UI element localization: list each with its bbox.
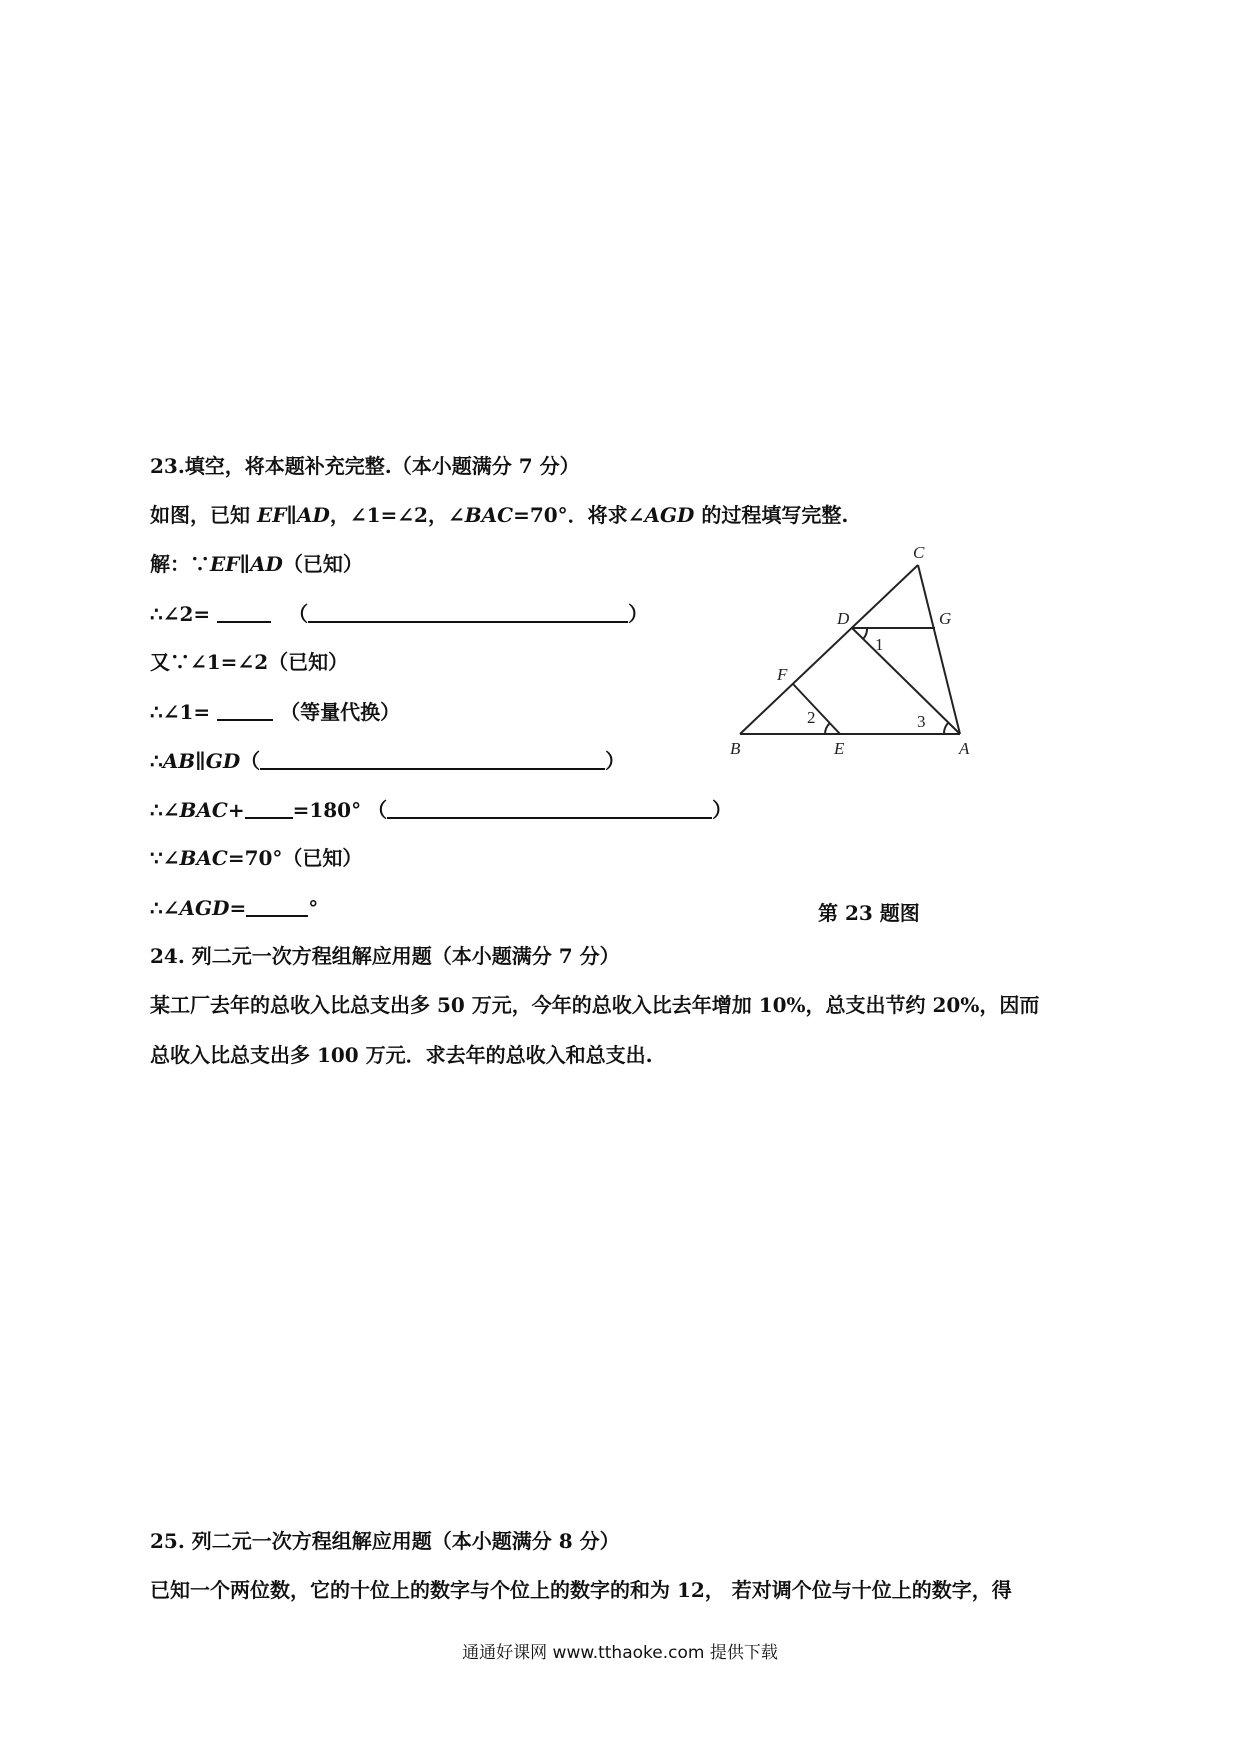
answer-blank-angle-sum[interactable] [245,795,293,819]
answer-blank-angle2[interactable] [217,599,271,623]
segment-ca [918,565,960,734]
angle2-arc [825,723,830,734]
reason-blank-step6[interactable] [387,795,712,819]
label-b: B [730,739,741,758]
q23-step5: ∴AB∥GD（ ） [150,746,625,775]
label-a: A [959,739,970,758]
label-f: F [777,665,788,684]
label-e: E [834,739,845,758]
label-angle2: 2 [807,708,816,727]
triangle-figure [725,540,985,770]
q24-body-line2: 总收入比总支出多 100 万元．求去年的总收入和总支出. [150,1043,653,1067]
q23-step6: ∴∠BAC+ =180° （ ） [150,795,732,824]
page-footer: 通通好课网 www.tthaoke.com 提供下载 [462,1643,778,1663]
segment-fe [793,684,840,734]
label-angle3: 3 [917,712,926,731]
answer-blank-agd[interactable] [246,893,308,917]
q23-given: 如图，已知 EF∥AD，∠1=∠2，∠BAC=70°．将求∠AGD 的过程填写完整. [150,503,849,527]
label-g: G [939,609,952,628]
q23-step7: ∵∠BAC=70°（已知） [150,846,363,870]
segment-da [852,628,960,734]
answer-blank-angle1[interactable] [217,697,273,721]
q24-title: 24. 列二元一次方程组解应用题（本小题满分 7 分） [150,944,620,968]
reason-blank-step5[interactable] [260,746,605,770]
figure-caption: 第 23 题图 [818,901,920,925]
q23-step1: 解：∵EF∥AD（已知） [150,552,363,576]
label-angle1: 1 [875,635,884,654]
q23-step2: ∴∠2= （ ） [150,599,648,628]
segment-bc [740,565,918,734]
q25-title: 25. 列二元一次方程组解应用题（本小题满分 8 分） [150,1529,620,1553]
label-d: D [837,609,850,628]
q25-body-line1: 已知一个两位数，它的十位上的数字与个位上的数字的和为 12， 若对调个位与十位上的数字，得 [150,1578,1012,1602]
q23-title: 23.填空，将本题补充完整.（本小题满分 7 分） [150,454,580,478]
angle3-arc [944,723,948,734]
q23-step3: 又∵∠1=∠2（已知） [150,650,349,674]
q23-step4: ∴∠1= （等量代换） [150,697,400,726]
angle1-arc [863,628,867,639]
q23-step8: ∴∠AGD= ° [150,893,318,922]
label-c: C [913,543,925,562]
q24-body-line1: 某工厂去年的总收入比总支出多 50 万元，今年的总收入比去年增加 10%，总支出节约 20%，因而 [150,993,1040,1017]
reason-blank-step2[interactable] [308,599,628,623]
